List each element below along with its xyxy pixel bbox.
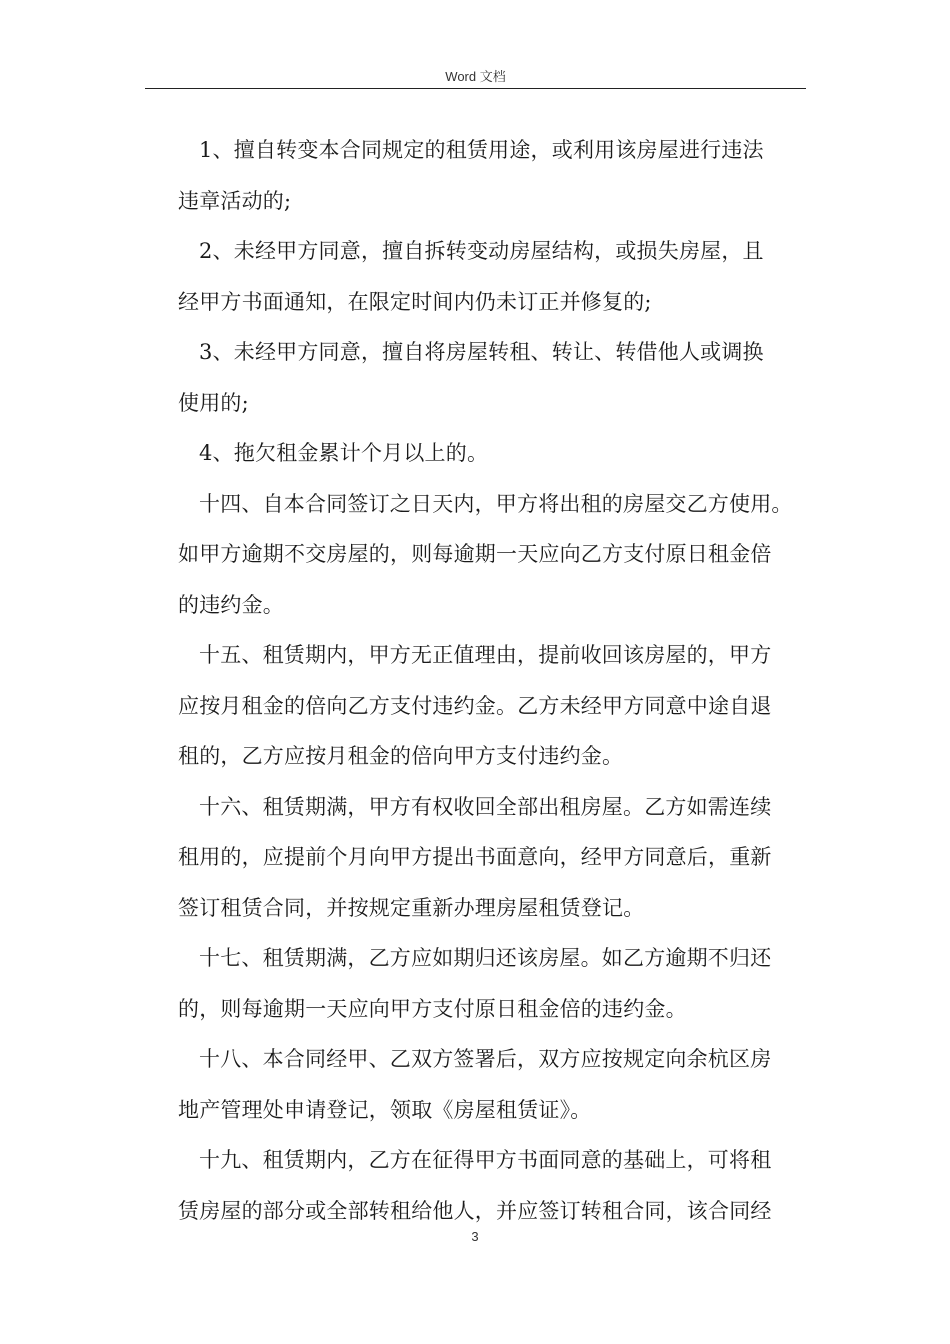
text-line: 3、未经甲方同意，擅自将房屋转租、转让、转借他人或调换: [199, 340, 764, 364]
text-line: 租用的，应提前个月向甲方提出书面意向，经甲方同意后，重新: [178, 845, 772, 869]
text-line: 十五、租赁期内，甲方无正值理由，提前收回该房屋的，甲方: [199, 643, 772, 667]
text-line: 十六、租赁期满，甲方有权收回全部出租房屋。乙方如需连续: [199, 794, 772, 819]
text-line: 2、未经甲方同意，擅自拆转变动房屋结构，或损失房屋，且: [199, 239, 764, 263]
text-line: 的违约金。: [178, 592, 284, 617]
document-header: Word 文档: [445, 69, 506, 84]
text-line: 十七、租赁期满，乙方应如期归还该房屋。如乙方逾期不归还: [199, 946, 772, 970]
text-line: 4、拖欠租金累计个月以上的。: [199, 441, 489, 465]
text-line: 十九、租赁期内，乙方在征得甲方书面同意的基础上，可将租: [199, 1148, 772, 1172]
page-number: 3: [471, 1229, 479, 1244]
text-line: 租的，乙方应按月租金的倍向甲方支付违约金。: [178, 744, 624, 768]
text-line: 的，则每逾期一天应向甲方支付原日租金倍的违约金。: [178, 996, 687, 1021]
text-line: 地产管理处申请登记，领取《房屋租赁证》。: [178, 1097, 592, 1122]
header-divider: [145, 88, 806, 89]
text-line: 经甲方书面通知，在限定时间内仍未订正并修复的;: [178, 289, 652, 314]
text-line: 违章活动的;: [178, 188, 292, 213]
text-line: 十四、自本合同签订之日天内，甲方将出租的房屋交乙方使用。: [199, 491, 793, 516]
text-line: 应按月租金的倍向乙方支付违约金。乙方未经甲方同意中途自退: [178, 693, 772, 718]
text-line: 签订租赁合同，并按规定重新办理房屋租赁登记。: [178, 895, 645, 920]
text-line: 1、擅自转变本合同规定的租赁用途，或利用该房屋进行违法: [199, 138, 764, 162]
text-line: 赁房屋的部分或全部转租给他人，并应签订转租合同，该合同经: [178, 1198, 772, 1223]
text-line: 如甲方逾期不交房屋的，则每逾期一天应向乙方支付原日租金倍: [178, 542, 772, 566]
document-body: [178, 125, 818, 1236]
text-line: 十八、本合同经甲、乙双方签署后，双方应按规定向余杭区房: [199, 1047, 772, 1071]
text-line: 使用的;: [178, 390, 249, 415]
